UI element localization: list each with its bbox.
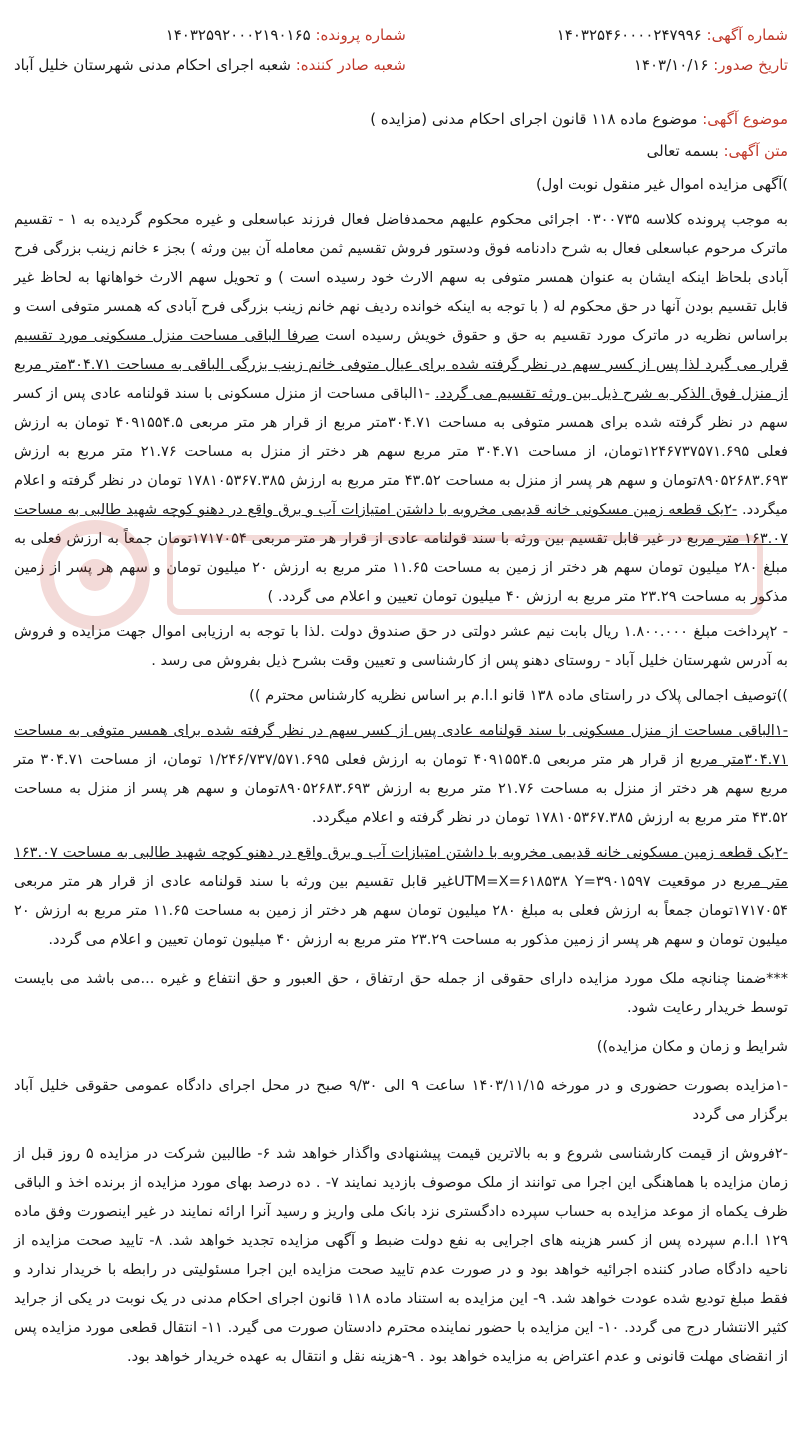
item-2-text: در موقعیت UTM=X=۶۱۸۵۳۸ Y=۳۹۰۱۵۹۷غیر قابل تقسیم بین ورثه با سند قولنامه عادی از قرار هر متر مربعی ۱۷۱۷۰۵۴تومان جمعاً به ارزش فعلی به مبلغ ۲۸۰ میلیون تومان سهم هر دختر از زمین به مساحت ۱۱.۶۵ متر مربع به ارزش ۲۰ میلیون تومان و سهم هر پسر از زمین مذکور به مساحت ۲۳.۲۹ متر مربع به ارزش ۴۰ میلیون تومان تعیین و اعلام می گردد. (14, 873, 788, 948)
ad-number-label: شماره آگهی: (706, 26, 788, 44)
paragraph-condition-2: -۲فروش از قیمت کارشناسی شروع و به بالاترین قیمت پیشنهادی واگذار خواهد شد ۶- طالبین شرکت در مزایده ۵ روز قبل از زمان مزایده با هماهنگی این اجرا می توانند از ملک موصوف بازدید نمایند ۷- . ده درصد بهای مورد مزایده از برنده اخذ و الباقی ظرف یکماه از موعد مزایده به حساب سپرده دادگستری نزد بانک ملی واریز و رسید آنرا ارائه نمایند در غیر اینصورت وفق ماده ۱۲۹ ا.ا.م سپرده پس از کسر هزینه های اجرایی به نفع دولت ضبط و آگهی مزایده تجدید خواهد شد. ۸- تایید صحت مزایده از ناحیه دادگاه صادر کننده اجرائیه خواهد بود و در صورت عدم تایید صحت مزایده این اجرا مسئولیتی در رابطه با خریدار ندارد و فقط مبلغ تودیع شده عودت خواهد شد. ۹- این مزایده به استناد ماده ۱۱۸ قانون اجرای احکام مدنی در یک نوبت در یکی از جراید کثیر الانتشار درج می گردد. ۱۰- این مزایده با حضور نماینده محترم دادستان صورت می گیرد. ۱۱- انتقال قطعی مورد مزایده پس از انقضای مهلت قانونی و عدم اعتراض به مزایده خواهد بود . ۹-هزینه نقل و انتقال به عهده خریدار خواهد بود. (14, 1145, 788, 1365)
ad-text-label: متن آگهی: (723, 142, 788, 160)
notice-body (14, 170, 788, 1371)
issuer-field (14, 56, 406, 74)
item-2-underlined: -۲یک قطعه زمین مسکونی خانه قدیمی مخروبه با داشتن امتیازات آب و برق واقع در دهنو کوچه شهید طالبی به مساحت ۱۶۳.۰۷ متر مربع (14, 844, 788, 890)
case-details-underlined-1: صرفا الباقی مساحت منزل مسکونی مورد تقسیم قرار می گیرد لذا پس از کسر سهم در نظر گرفته شده برای عیال متوفی خانم زینب بزرگی الباقی به مساحت ۳۰۴.۷۱متر مربع از منزل فوق الذکر به شرح ذیل بین ورثه تقسیم می گردد. (14, 327, 788, 402)
issuer-label: شعبه صادر کننده: (295, 56, 406, 74)
case-details-text: به موجب پرونده کلاسه ۰۳۰۰۷۳۵ اجرائی محکوم علیهم محمدفاضل فعال فرزند عباسعلی و غیره محکوم گردیده به ۱ - تقسیم ماترک مرحوم عباسعلی فعال به شرح دادنامه فوق ودستور فروش تقسیم ثمن معامله آن بین ورثه ) بجز ء خانم زینب بزرگی فرح آبادی بلحاظ اینکه ایشان به عنوان همسر متوفی به سهم الارث خود رسیده است ) و تحویل سهم الارث خواهانها به لحاظ غیر قابل تقسیم بودن آنها در حق محکوم له ( با توجه به اینکه خوانده ردیف نهم خانم زینب بزرگی فرح آبادی که همسر متوفی است و براساس نظریه در ماترک مورد تقسیم به حق و حقوق خویش رسیده است (14, 211, 788, 344)
item-1-text: از قرار هر متر مربعی ۴۰۹۱۵۵۴.۵ تومان به ارزش فعلی ۱/۲۴۶/۷۳۷/۵۷۱.۶۹۵ تومان، از مساحت ۳۰۴.۷۱ متر مربع سهم هر دختر از منزل به مساحت ۲۱.۷۶ متر مربع به ارزش ۸۹۰۵۲۶۸۳.۶۹۳تومان و سهم هر پسر از منزل به مساحت ۴۳.۵۲ متر مربع به ارزش ۱۷۸۱۰۵۳۶۷.۳۸۵ تومان در نظر گرفته و اعلام میگردد. (14, 751, 788, 826)
case-details-land-share: در غیر قابل تقسیم بین ورثه با سند قولنامه عادی از قرار هر متر مربعی ۱۷۱۷۰۵۴تومان جمعاً به ارزش فعلی به مبلغ ۲۸۰ میلیون تومان سهم هر دختر از زمین به مساحت ۱۱.۶۵ متر مربع به ارزش ۲۰ میلیون تومان و سهم هر پسر از زمین مذکور به مساحت ۲۳.۲۹ متر مربع به ارزش ۴۰ میلیون تومان تعیین و اعلام می گردد. ) (14, 530, 788, 605)
ad-number-field (436, 26, 788, 44)
case-number-field (14, 26, 406, 44)
item-1-underlined: -۱الباقی مساحت از منزل مسکونی با سند قولنامه عادی پس از کسر سهم در نظر گرفته شده برای همسر متوفی به مساحت ۳۰۴.۷۱متر مربع (14, 722, 788, 768)
paragraph-condition-1: -۱مزایده بصورت حضوری و در مورخه ۱۴۰۳/۱۱/۱۵ ساعت ۹ الی ۹/۳۰ صبح در محل اجرای دادگاه عمومی حقوقی خلیل آباد برگزار می گردد (14, 1077, 788, 1123)
paragraph-conditions-heading: شرایط و زمان و مکان مزایده)) (596, 1038, 788, 1055)
ad-number: ۱۴۰۳۲۵۴۶۰۰۰۰۲۴۷۹۹۶ (556, 26, 702, 44)
paragraph-plate-description: ))توصیف اجمالی پلاک در راستای ماده ۱۳۸ قانو ا.ا.م بر اساس نظریه کارشناس محترم )) (249, 687, 788, 704)
paragraph-case-details (14, 205, 788, 611)
paragraph-easement-note: ***ضمنا چنانچه ملک مورد مزایده دارای حقوقی از جمله حق ارتفاق ، حق العبور و حق انتفاع و غیره ...می باشد می بایست توسط خریدار رعایت شود. (14, 970, 788, 1016)
issue-date-field (436, 56, 788, 74)
subject-line (14, 110, 788, 128)
notice-title: )آگهی مزایده اموال غیر منقول نوبت اول) (535, 176, 788, 193)
ad-text-line (14, 142, 788, 160)
issuer: شعبه اجرای احکام مدنی شهرستان خلیل آباد (14, 56, 291, 74)
issue-date: ۱۴۰۳/۱۰/۱۶ (633, 56, 709, 74)
case-details-house-share: -۱الباقی مساحت از منزل مسکونی با سند قولنامه عادی پس از کسر سهم در نظر گرفته شده برای همسر متوفی به مساحت ۳۰۴.۷۱متر مربع از قرار هر متر مربعی ۴۰۹۱۵۵۴.۵ تومان به ارزش فعلی ۱۲۴۶۷۳۷۵۷۱.۶۹۵تومان، از مساحت ۳۰۴.۷۱ متر مربع سهم هر دختر از منزل به مساحت ۲۱.۷۶ متر مربع به ارزش ۸۹۰۵۲۶۸۳.۶۹۳تومان و سهم هر پسر از منزل به مساحت ۴۳.۵۲ متر مربع به ارزش ۱۷۸۱۰۵۳۶۷.۳۸۵ تومان در نظر گرفته و اعلام میگردد. (14, 385, 789, 518)
paragraph-item-2 (14, 838, 788, 954)
paragraph-item-1 (14, 716, 788, 832)
case-number-label: شماره پرونده: (315, 26, 406, 44)
case-details-underlined-2: -۲یک قطعه زمین مسکونی خانه قدیمی مخروبه با داشتن امتیازات آب و برق واقع در دهنو کوچه شهید طالبی به مساحت ۱۶۳.۰۷ متر مربع (14, 501, 789, 547)
subject-value: موضوع ماده ۱۱۸ قانون اجرای احکام مدنی (مزایده ) (370, 110, 698, 128)
header-block (14, 26, 788, 74)
case-number: ۱۴۰۳۲۵۹۲۰۰۰۲۱۹۰۱۶۵ (165, 26, 311, 44)
ad-text-value: بسمه تعالی (646, 142, 719, 160)
paragraph-payment: - ۲پرداخت مبلغ ۱.۸۰۰.۰۰۰ ریال بابت نیم عشر دولتی در حق صندوق دولت .لذا با توجه به ارزیابی اموال جهت مزایده و فروش به آدرس شهرستان خلیل آباد - روستای دهنو پس از کارشناسی و تعیین وقت بشرح ذیل بفروش می رسد . (14, 623, 788, 669)
issue-date-label: تاریخ صدور: (713, 56, 788, 74)
subject-label: موضوع آگهی: (702, 110, 788, 128)
